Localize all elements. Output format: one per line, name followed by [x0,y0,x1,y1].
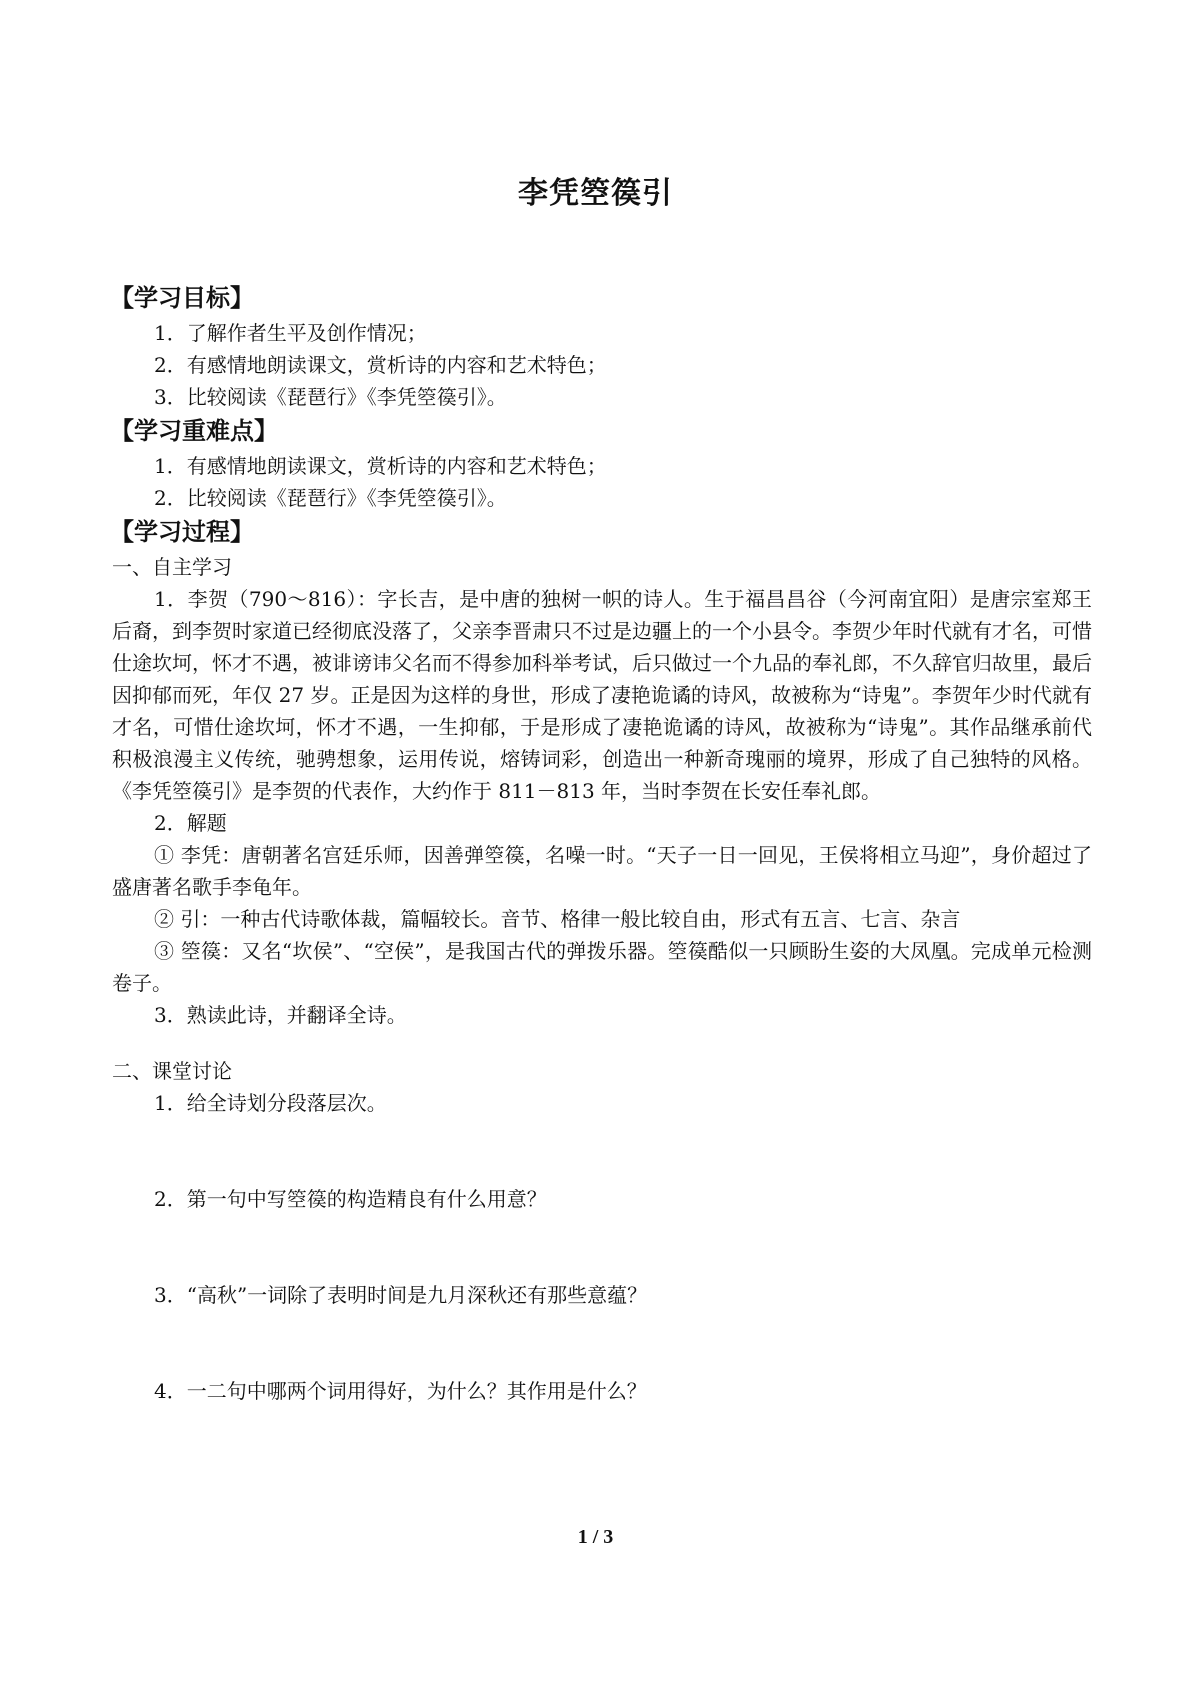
heading-keypoints: 【学习重难点】 [110,417,278,445]
read-translate-item: 3．熟读此诗，并翻译全诗。 [154,1003,407,1027]
goal-item: 2．有感情地朗读课文，赏析诗的内容和艺术特色； [154,353,607,377]
discussion-question: 1．给全诗划分段落层次。 [154,1091,387,1115]
heading-process: 【学习过程】 [110,518,254,546]
discussion-question: 4．一二句中哪两个词用得好，为什么？其作用是什么？ [154,1379,647,1403]
goal-item: 1．了解作者生平及创作情况； [154,321,427,345]
page-title: 李凭箜篌引 [518,176,673,211]
jieti-label: 2．解题 [154,811,227,835]
answer-space [112,1215,1092,1279]
note-li-ping: ① 李凭：唐朝著名宫廷乐师，因善弹箜篌，名噪一时。“天子一日一回见，王侯将相立马迎”，身价超过了盛唐著名歌手李龟年。 [112,843,1092,899]
note-konghou: ③ 箜篌：又名“坎侯”、“空侯”，是我国古代的弹拨乐器。箜篌酷似一只顾盼生姿的大凤凰。完成单元检测卷子。 [112,939,1092,995]
author-bio: 1．李贺（790～816）：字长吉，是中唐的独树一帜的诗人。生于福昌昌谷（今河南宜阳）是唐宗室郑王后裔，到李贺时家道已经彻底没落了，父亲李晋肃只不过是边疆上的一个小县令。李贺少年时代就有才名，可惜仕途坎坷，怀才不遇，被诽谤讳父名而不得参加科举考试，后只做过一个九品的奉礼郎，不久辞官归故里，最后因抑郁而死，年仅 27 岁。正是因为这样的身世，形成了凄艳诡谲的诗风，故被称为“诗鬼”。李贺年少时代就有才名，可惜仕途坎坷，怀才不遇，一生抑郁，于是形成了凄艳诡谲的诗风，故被称为“诗鬼”。其作品继承前代积极浪漫主义传统，驰骋想象，运用传说，熔铸词彩，创造出一种新奇瑰丽的境界，形成了自己独特的风格。《李凭箜篌引》是李贺的代表作，大约作于 811－813 年，当时李贺在长安任奉礼郎。 [112,587,1092,803]
goal-item: 3．比较阅读《琵琶行》《李凭箜篌引》。 [154,385,507,409]
discussion-question: 2．第一句中写箜篌的构造精良有什么用意？ [154,1187,547,1211]
discussion-question: 3．“高秋”一词除了表明时间是九月深秋还有那些意蕴？ [154,1283,648,1307]
page-number: 1 / 3 [577,1526,614,1548]
part1-title: 一、自主学习 [112,555,232,579]
note-yin: ② 引：一种古代诗歌体裁，篇幅较长。音节、格律一般比较自由，形式有五言、七言、杂言 [154,907,961,931]
part2-title: 二、课堂讨论 [112,1059,232,1083]
keypoint-item: 2．比较阅读《琵琶行》《李凭箜篌引》。 [154,486,507,510]
keypoint-item: 1．有感情地朗读课文，赏析诗的内容和艺术特色； [154,454,607,478]
answer-space [112,1311,1092,1375]
spacer [112,1031,1092,1055]
answer-space [112,1119,1092,1183]
document-body [112,280,1092,1407]
heading-goals: 【学习目标】 [110,284,254,312]
